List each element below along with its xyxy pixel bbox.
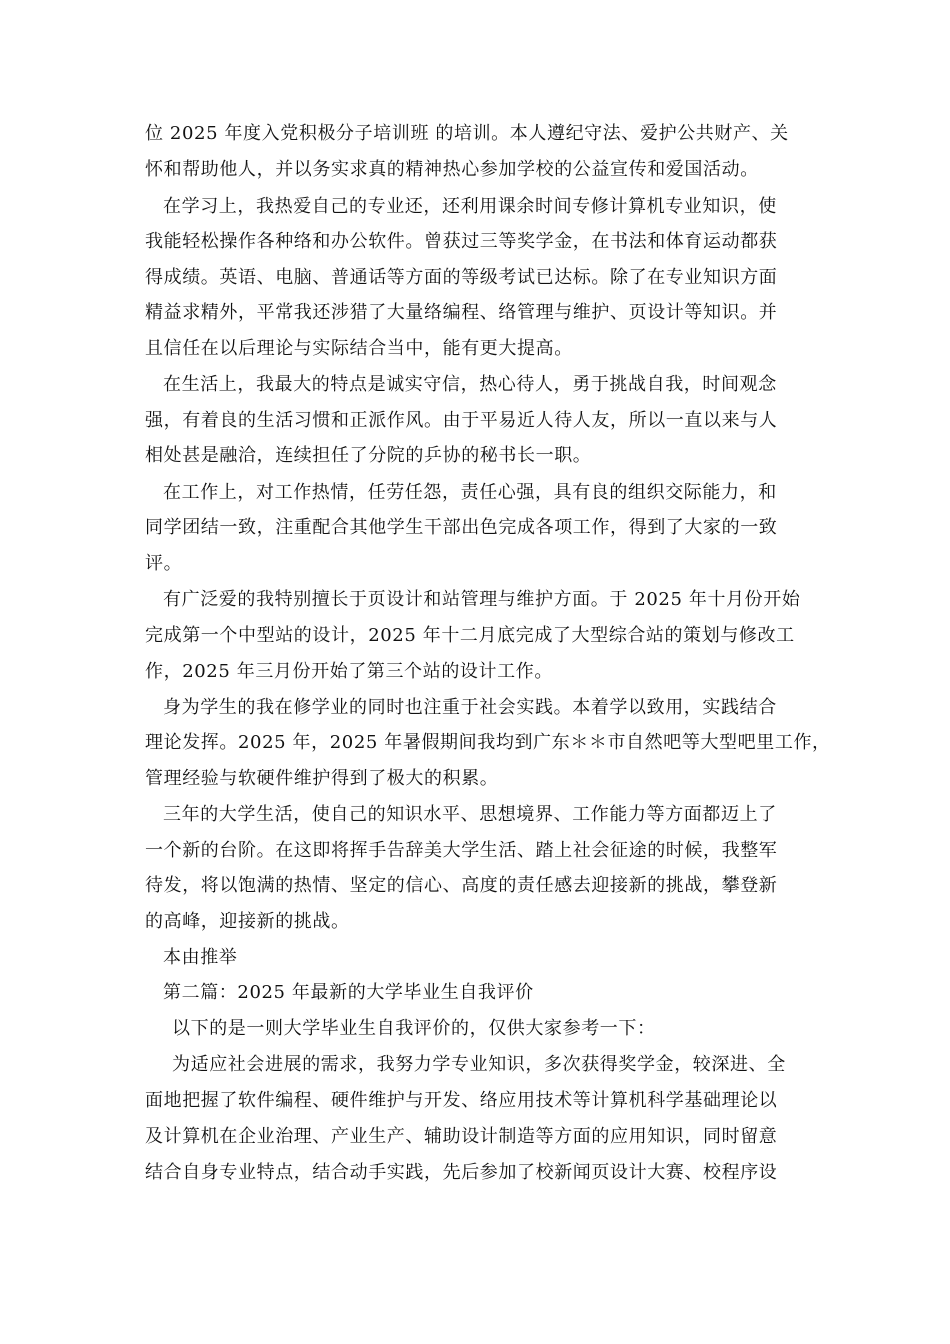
text-line: 为适应社会进展的需求，我努力学专业知识，多次获得奖学金，较深进、全 [172,1054,786,1075]
text-line: 在工作上，对工作热情，任劳任怨，责任心强，具有良的组织交际能力，和 [163,482,777,503]
text-line: 有广泛爱的我特别擅长于页设计和站管理与维护方面。于 2025 年十月份开始 [163,589,801,610]
text-line: 的高峰，迎接新的挑战。 [145,911,350,932]
text-line: 强，有着良的生活习惯和正派作风。由于平易近人待人友，所以一直以来与人 [145,410,778,431]
text-line: 本由推举 [163,947,238,968]
text-line: 完成第一个中型站的设计，2025 年十二月底完成了大型综合站的策划与修改工 [145,625,795,646]
text-line: 得成绩。英语、电脑、普通话等方面的等级考试已达标。除了在专业知识方面 [145,267,778,288]
section-heading: 第二篇：2025 年最新的大学毕业生自我评价 [163,982,534,1003]
text-line: 在学习上，我热爱自己的专业还，还利用课余时间专修计算机专业知识，使 [163,196,777,217]
text-line: 位 2025 年度入党积极分子培训班 的培训。本人遵纪守法、爱护公共财产、关 [145,123,789,144]
text-line: 且信任在以后理论与实际结合当中，能有更大提高。 [145,338,573,359]
text-line: 在生活上，我最大的特点是诚实守信，热心待人，勇于挑战自我，时间观念 [163,374,777,395]
text-line: 怀和帮助他人，并以务实求真的精神热心参加学校的公益宣传和爱国活动。 [145,159,759,180]
text-line: 结合自身专业特点，结合动手实践，先后参加了校新闻页设计大赛、校程序设 [145,1162,778,1183]
text-line: 相处甚是融洽，连续担任了分院的乒协的秘书长一职。 [145,445,592,466]
text-line: 作，2025 年三月份开始了第三个站的设计工作。 [145,661,553,682]
text-line: 待发，将以饱满的热情、坚定的信心、高度的责任感去迎接新的挑战，攀登新 [145,875,778,896]
text-line: 面地把握了软件编程、硬件维护与开发、络应用技术等计算机科学基础理论以 [145,1090,778,1111]
text-line: 及计算机在企业治理、产业生产、辅助设计制造等方面的应用知识，同时留意 [145,1126,778,1147]
text-line: 我能轻松操作各种络和办公软件。曾获过三等奖学金，在书法和体育运动都获 [145,231,778,252]
text-line: 同学团结一致，注重配合其他学生干部出色完成各项工作，得到了大家的一致 [145,517,778,538]
text-line: 身为学生的我在修学业的同时也注重于社会实践。本着学以致用，实践结合 [163,697,777,718]
text-line: 一个新的台阶。在这即将挥手告辞美大学生活、踏上社会征途的时候，我整军 [145,840,778,861]
text-line: 以下的是一则大学毕业生自我评价的，仅供大家参考一下： [172,1018,656,1039]
text-line: 三年的大学生活，使自己的知识水平、思想境界、工作能力等方面都迈上了 [163,804,777,825]
text-line: 理论发挥。2025 年，2025 年暑假期间我均到广东＊＊市自然吧等大型吧里工作， [145,732,831,753]
text-line: 管理经验与软硬件维护得到了极大的积累。 [145,768,499,789]
text-line: 评。 [145,553,183,574]
text-line: 精益求精外，平常我还涉猎了大量络编程、络管理与维护、页设计等知识。并 [145,302,778,323]
